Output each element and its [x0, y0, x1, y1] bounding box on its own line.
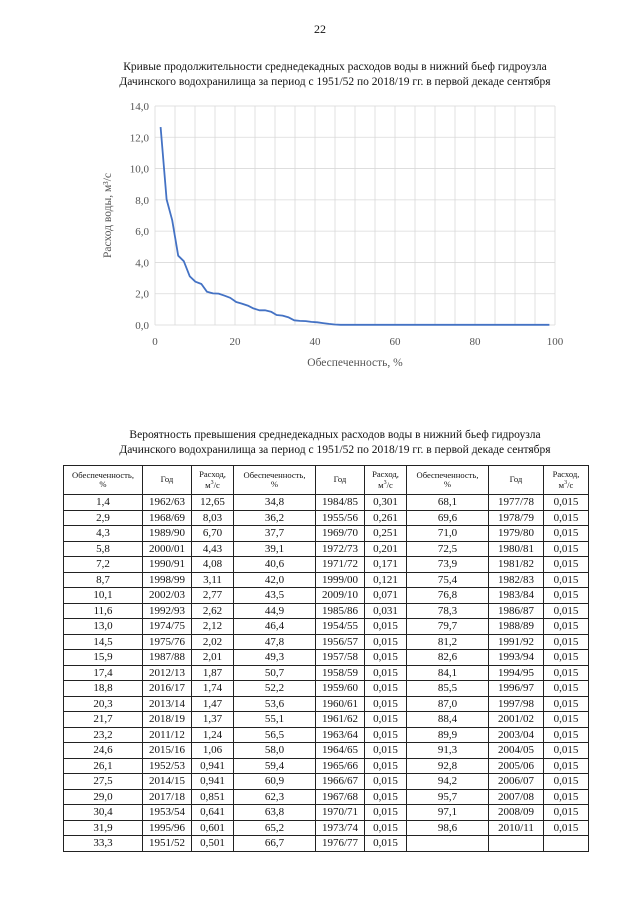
- table-cell: 2016/17: [143, 681, 192, 697]
- table-cell: 0,015: [544, 495, 589, 511]
- table-cell: 2004/05: [489, 743, 544, 759]
- chart-title: [40, 60, 630, 90]
- table-row: [64, 603, 589, 619]
- header-probability: Обеспеченность, %: [64, 466, 143, 495]
- table-cell: 1966/67: [316, 774, 365, 790]
- table-cell: 2000/01: [143, 541, 192, 557]
- table-cell: 0,015: [544, 541, 589, 557]
- table-cell: 55,1: [234, 712, 316, 728]
- table-cell: 91,3: [407, 743, 489, 759]
- table-cell: 1969/70: [316, 526, 365, 542]
- table-cell: 75,4: [407, 572, 489, 588]
- table-body: [64, 495, 589, 852]
- table-cell: 0,015: [544, 789, 589, 805]
- table-cell: 49,3: [234, 650, 316, 666]
- table-cell: 0,201: [365, 541, 407, 557]
- table-cell: 94,2: [407, 774, 489, 790]
- table-row: [64, 743, 589, 759]
- table-cell: 0,015: [544, 727, 589, 743]
- table-cell: 1986/87: [489, 603, 544, 619]
- table-cell: 1972/73: [316, 541, 365, 557]
- table-cell: 14,5: [64, 634, 143, 650]
- table-title-line-1: Вероятность превышения среднедекадных расходов воды в нижний бьеф гидроузла: [129, 429, 541, 441]
- table-cell: 8,03: [192, 510, 234, 526]
- chart-title-line-1: Кривые продолжительности среднедекадных расходов воды в нижний бьеф гидроузла: [123, 61, 547, 73]
- table-cell: 31,9: [64, 820, 143, 836]
- table-cell: 87,0: [407, 696, 489, 712]
- y-tick-label: 4,0: [135, 257, 149, 270]
- table-cell: 1997/98: [489, 696, 544, 712]
- table-cell: 69,6: [407, 510, 489, 526]
- table-row: [64, 758, 589, 774]
- table-cell: 10,1: [64, 588, 143, 604]
- table-cell: 1962/63: [143, 495, 192, 511]
- table-cell: 0,015: [544, 603, 589, 619]
- table-cell: 30,4: [64, 805, 143, 821]
- table-row: [64, 650, 589, 666]
- table-cell: 72,5: [407, 541, 489, 557]
- table-cell: 1956/57: [316, 634, 365, 650]
- table-cell: 1998/99: [143, 572, 192, 588]
- table-cell: 85,5: [407, 681, 489, 697]
- table-cell: 1964/65: [316, 743, 365, 759]
- table-cell: 63,8: [234, 805, 316, 821]
- table-cell: 0,015: [365, 712, 407, 728]
- table-row: [64, 495, 589, 511]
- table-cell: 21,7: [64, 712, 143, 728]
- table-cell: 40,6: [234, 557, 316, 573]
- table-cell: 2015/16: [143, 743, 192, 759]
- table-cell: 66,7: [234, 836, 316, 852]
- table-cell: 1991/92: [489, 634, 544, 650]
- table-cell: 0,015: [365, 681, 407, 697]
- x-tick-label: 80: [469, 336, 481, 348]
- page-number: 22: [314, 22, 326, 36]
- y-tick-label: 2,0: [135, 288, 149, 301]
- table-cell: 65,2: [234, 820, 316, 836]
- table-cell: 0,015: [365, 805, 407, 821]
- table-cell: 56,5: [234, 727, 316, 743]
- table-cell: 1990/91: [143, 557, 192, 573]
- table-cell: 39,1: [234, 541, 316, 557]
- table-cell: 2001/02: [489, 712, 544, 728]
- table-cell: 33,3: [64, 836, 143, 852]
- table-cell: 58,0: [234, 743, 316, 759]
- table-cell: 26,1: [64, 758, 143, 774]
- table-cell: 98,6: [407, 820, 489, 836]
- table-cell: 1988/89: [489, 619, 544, 635]
- y-tick-label: 10,0: [129, 163, 149, 176]
- table-cell: 0,015: [365, 727, 407, 743]
- table-cell: 2,62: [192, 603, 234, 619]
- table-cell: 1981/82: [489, 557, 544, 573]
- table-cell: 1987/88: [143, 650, 192, 666]
- table-cell: 11,6: [64, 603, 143, 619]
- table-header-row: [64, 466, 589, 495]
- table-cell: 1996/97: [489, 681, 544, 697]
- table-cell: 0,015: [365, 743, 407, 759]
- y-tick-label: 14,0: [129, 101, 149, 113]
- table-cell: 0,015: [365, 820, 407, 836]
- table-cell: 1978/79: [489, 510, 544, 526]
- table-cell: 13,0: [64, 619, 143, 635]
- table-cell: 1,37: [192, 712, 234, 728]
- table-row: [64, 557, 589, 573]
- y-tick-label: 6,0: [135, 226, 149, 239]
- table-row: [64, 619, 589, 635]
- table-row: [64, 510, 589, 526]
- table-title-line-2: Дачинского водохранилища за период с 1951/52 по 2018/19 гг. в первой декаде сентября: [119, 444, 551, 456]
- table-cell: 1963/64: [316, 727, 365, 743]
- table-cell: 2005/06: [489, 758, 544, 774]
- table-cell: 27,5: [64, 774, 143, 790]
- table-cell: 1999/00: [316, 572, 365, 588]
- duration-curve-chart: [95, 96, 575, 376]
- table-cell: 0,941: [192, 774, 234, 790]
- table-cell: 52,2: [234, 681, 316, 697]
- table-cell: 2,01: [192, 650, 234, 666]
- table-row: [64, 836, 589, 852]
- table-cell: 3,11: [192, 572, 234, 588]
- table-cell: 34,8: [234, 495, 316, 511]
- table-cell: 1970/71: [316, 805, 365, 821]
- header-year: Год: [143, 466, 192, 495]
- table-row: [64, 681, 589, 697]
- table-cell: 1,74: [192, 681, 234, 697]
- table-cell: 1955/56: [316, 510, 365, 526]
- table-cell: 5,8: [64, 541, 143, 557]
- table-cell: 2003/04: [489, 727, 544, 743]
- header-flow: Расход, $м^3/с$: [544, 466, 589, 495]
- table-cell: 0,015: [365, 758, 407, 774]
- table-cell: 0,015: [544, 634, 589, 650]
- table-cell: 4,43: [192, 541, 234, 557]
- table-cell: 0,015: [544, 557, 589, 573]
- table-cell: 0,015: [365, 634, 407, 650]
- table-cell: 1984/85: [316, 495, 365, 511]
- table-cell: 1959/60: [316, 681, 365, 697]
- table-cell: 0,015: [544, 510, 589, 526]
- table-row: [64, 634, 589, 650]
- table-cell: 59,4: [234, 758, 316, 774]
- table-cell: 88,4: [407, 712, 489, 728]
- table-cell: 1957/58: [316, 650, 365, 666]
- table-cell: 1974/75: [143, 619, 192, 635]
- table-cell: 1979/80: [489, 526, 544, 542]
- table-cell: 1985/86: [316, 603, 365, 619]
- table-cell: 0,015: [544, 743, 589, 759]
- table-cell: 1952/53: [143, 758, 192, 774]
- x-tick-label: 60: [389, 336, 401, 348]
- table-cell: 12,65: [192, 495, 234, 511]
- table-cell: 1977/78: [489, 495, 544, 511]
- header-flow: Расход, $м^3/с$: [365, 466, 407, 495]
- chart-title-line-2: Дачинского водохранилища за период с 1951/52 по 2018/19 гг. в первой декаде сентября: [119, 76, 551, 88]
- y-tick-label: 0,0: [135, 320, 149, 332]
- table-cell: 1971/72: [316, 557, 365, 573]
- table-cell: 81,2: [407, 634, 489, 650]
- header-probability: Обеспеченность, %: [407, 466, 489, 495]
- table-cell: 0,251: [365, 526, 407, 542]
- table-cell: 82,6: [407, 650, 489, 666]
- table-cell: 71,0: [407, 526, 489, 542]
- table-row: [64, 712, 589, 728]
- table-cell: 0,015: [365, 665, 407, 681]
- table-cell: 0,171: [365, 557, 407, 573]
- table-cell: 2018/19: [143, 712, 192, 728]
- table-cell: 53,6: [234, 696, 316, 712]
- table-cell: 1958/59: [316, 665, 365, 681]
- table-cell: 24,6: [64, 743, 143, 759]
- table-cell: 1,06: [192, 743, 234, 759]
- table-cell: 0,851: [192, 789, 234, 805]
- table-cell: 0,015: [544, 619, 589, 635]
- table-cell: 50,7: [234, 665, 316, 681]
- table-cell: 4,08: [192, 557, 234, 573]
- table-cell: 15,9: [64, 650, 143, 666]
- table-cell: 2,77: [192, 588, 234, 604]
- table-cell: 0,015: [544, 712, 589, 728]
- table-cell: 1992/93: [143, 603, 192, 619]
- table-cell: 92,8: [407, 758, 489, 774]
- table-cell: 1968/69: [143, 510, 192, 526]
- x-tick-label: 20: [229, 336, 241, 348]
- table-cell: 0,015: [365, 619, 407, 635]
- table-cell: 1993/94: [489, 650, 544, 666]
- table-cell: 4,3: [64, 526, 143, 542]
- table-cell: 0,941: [192, 758, 234, 774]
- table-cell: 1982/83: [489, 572, 544, 588]
- table-cell: 0,501: [192, 836, 234, 852]
- table-cell: 78,3: [407, 603, 489, 619]
- table-cell: 97,1: [407, 805, 489, 821]
- table-cell: 1961/62: [316, 712, 365, 728]
- table-cell: 2010/11: [489, 820, 544, 836]
- table-cell: 0,015: [544, 681, 589, 697]
- table-cell: 17,4: [64, 665, 143, 681]
- table-cell: 0,015: [544, 774, 589, 790]
- table-cell: 0,121: [365, 572, 407, 588]
- table-cell: 84,1: [407, 665, 489, 681]
- table-row: [64, 727, 589, 743]
- table-title: [30, 428, 640, 458]
- table-cell: 1967/68: [316, 789, 365, 805]
- x-axis-label: Обеспеченность, %: [307, 357, 403, 369]
- table-cell: 6,70: [192, 526, 234, 542]
- table-cell: 0,015: [544, 758, 589, 774]
- table-cell: 1,47: [192, 696, 234, 712]
- table-cell: 2,02: [192, 634, 234, 650]
- table-cell: 46,4: [234, 619, 316, 635]
- table-cell: 2009/10: [316, 588, 365, 604]
- y-tick-label: 12,0: [129, 132, 149, 145]
- table-cell: 1994/95: [489, 665, 544, 681]
- table-cell: 1,24: [192, 727, 234, 743]
- table-cell: 0,015: [544, 696, 589, 712]
- y-tick-label: 8,0: [135, 194, 149, 207]
- table-cell: 0,015: [544, 526, 589, 542]
- table-cell: 43,5: [234, 588, 316, 604]
- table-cell: 23,2: [64, 727, 143, 743]
- table-cell: 42,0: [234, 572, 316, 588]
- x-tick-label: 40: [309, 336, 321, 348]
- table-cell: 0,015: [544, 588, 589, 604]
- table-row: [64, 665, 589, 681]
- table-cell: 1,4: [64, 495, 143, 511]
- table-cell: 62,3: [234, 789, 316, 805]
- table-cell: 0,071: [365, 588, 407, 604]
- table-cell: 1975/76: [143, 634, 192, 650]
- table-cell: 0,015: [544, 650, 589, 666]
- table-cell: 18,8: [64, 681, 143, 697]
- table-cell: 1951/52: [143, 836, 192, 852]
- table-cell: 1989/90: [143, 526, 192, 542]
- table-cell: 1983/84: [489, 588, 544, 604]
- table-row: [64, 526, 589, 542]
- table-row: [64, 588, 589, 604]
- probability-table: [63, 465, 589, 852]
- table-cell: 1965/66: [316, 758, 365, 774]
- table-cell: 1960/61: [316, 696, 365, 712]
- table-cell: 2008/09: [489, 805, 544, 821]
- table-cell: 20,3: [64, 696, 143, 712]
- table-cell: 0,015: [365, 696, 407, 712]
- table-cell: 36,2: [234, 510, 316, 526]
- table-cell: 1954/55: [316, 619, 365, 635]
- table-cell: 95,7: [407, 789, 489, 805]
- header-flow: Расход, $м^3/с$: [192, 466, 234, 495]
- table-cell: 2,9: [64, 510, 143, 526]
- table-cell: 1995/96: [143, 820, 192, 836]
- table-cell: 0,301: [365, 495, 407, 511]
- x-tick-label: 0: [152, 336, 158, 348]
- table-cell: 0,015: [365, 650, 407, 666]
- table-cell: 2017/18: [143, 789, 192, 805]
- table-cell: 1953/54: [143, 805, 192, 821]
- table-cell: 0,015: [544, 820, 589, 836]
- table-cell: 2012/13: [143, 665, 192, 681]
- table-row: [64, 696, 589, 712]
- table-cell: [489, 836, 544, 852]
- table-cell: 0,015: [544, 805, 589, 821]
- table-cell: 60,9: [234, 774, 316, 790]
- table-row: [64, 774, 589, 790]
- table-cell: 2014/15: [143, 774, 192, 790]
- table-cell: 2011/12: [143, 727, 192, 743]
- header-year: Год: [489, 466, 544, 495]
- table-cell: 2006/07: [489, 774, 544, 790]
- table-cell: 79,7: [407, 619, 489, 635]
- table-cell: 0,015: [544, 572, 589, 588]
- table-cell: 37,7: [234, 526, 316, 542]
- table-cell: 7,2: [64, 557, 143, 573]
- table-cell: 29,0: [64, 789, 143, 805]
- table-cell: 2013/14: [143, 696, 192, 712]
- header-year: Год: [316, 466, 365, 495]
- table-cell: 1980/81: [489, 541, 544, 557]
- table-row: [64, 789, 589, 805]
- table-cell: 89,9: [407, 727, 489, 743]
- table-cell: 0,031: [365, 603, 407, 619]
- table-cell: 0,015: [365, 774, 407, 790]
- table-cell: 68,1: [407, 495, 489, 511]
- table-row: [64, 805, 589, 821]
- table-cell: 2002/03: [143, 588, 192, 604]
- table-cell: 76,8: [407, 588, 489, 604]
- table-cell: [407, 836, 489, 852]
- table-cell: 47,8: [234, 634, 316, 650]
- table-row: [64, 541, 589, 557]
- table-cell: 44,9: [234, 603, 316, 619]
- table-cell: 1976/77: [316, 836, 365, 852]
- table-row: [64, 572, 589, 588]
- table-cell: 2,12: [192, 619, 234, 635]
- table-cell: 0,015: [544, 665, 589, 681]
- table-cell: 0,015: [365, 836, 407, 852]
- table-cell: [544, 836, 589, 852]
- header-probability: Обеспеченность, %: [234, 466, 316, 495]
- table-cell: 2007/08: [489, 789, 544, 805]
- table-cell: 1973/74: [316, 820, 365, 836]
- table-cell: 73,9: [407, 557, 489, 573]
- x-tick-label: 100: [546, 336, 564, 348]
- table-cell: 8,7: [64, 572, 143, 588]
- table-cell: 0,601: [192, 820, 234, 836]
- table-cell: 1,87: [192, 665, 234, 681]
- y-axis-label: Расход воды, м³/с: [102, 172, 114, 259]
- table-row: [64, 820, 589, 836]
- table-cell: 0,261: [365, 510, 407, 526]
- table-cell: 0,641: [192, 805, 234, 821]
- table-cell: 0,015: [365, 789, 407, 805]
